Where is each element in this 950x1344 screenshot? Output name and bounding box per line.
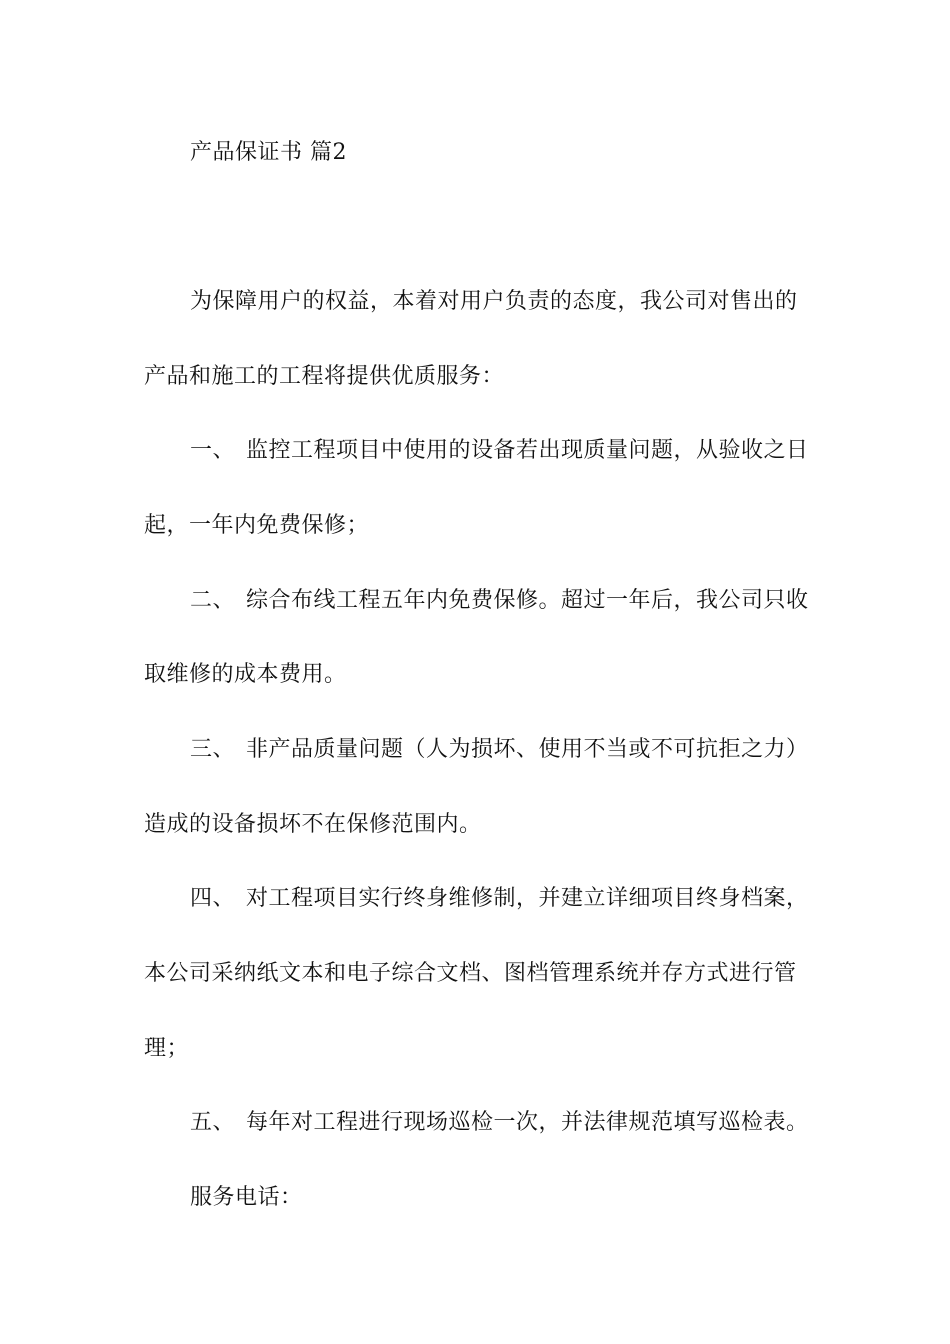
item-1-number: 一、	[190, 438, 236, 463]
item-3-number: 三、	[190, 737, 236, 762]
item-4-line-3: 理；	[144, 1036, 190, 1061]
intro-line-2: 产品和施工的工程将提供优质服务：	[144, 364, 505, 389]
service-phone-label: 服务电话：	[190, 1185, 303, 1210]
item-3-line-1	[144, 735, 860, 765]
item-2-number: 二、	[190, 588, 236, 613]
item-2-text: 综合布线工程五年内免费保修。超过一年后，我公司只收	[246, 588, 809, 613]
intro-line-1: 为保障用户的权益，本着对用户负责的态度，我公司对售出的	[190, 289, 798, 314]
item-1-line-2: 起，一年内免费保修；	[144, 513, 370, 538]
item-5-number: 五、	[190, 1110, 236, 1135]
item-3-line-2: 造成的设备损坏不在保修范围内。	[144, 812, 482, 837]
item-3-text: 非产品质量问题（人为损坏、使用不当或不可抗拒之力）	[246, 737, 809, 762]
item-1-line-1	[144, 436, 860, 466]
item-5-line-1	[144, 1108, 860, 1138]
item-4-number: 四、	[190, 886, 236, 911]
item-5-text: 每年对工程进行现场巡检一次，并法律规范填写巡检表。	[246, 1110, 809, 1135]
item-4-line-1	[144, 884, 860, 914]
item-4-text: 对工程项目实行终身维修制，并建立详细项目终身档案，	[246, 886, 809, 911]
document-title: 产品保证书 篇2	[190, 140, 347, 165]
item-4-line-2: 本公司采纳纸文本和电子综合文档、图档管理系统并存方式进行管	[144, 961, 797, 986]
item-2-line-2: 取维修的成本费用。	[144, 662, 347, 687]
item-2-line-1	[144, 586, 860, 616]
item-1-text: 监控工程项目中使用的设备若出现质量问题，从验收之日	[246, 438, 809, 463]
